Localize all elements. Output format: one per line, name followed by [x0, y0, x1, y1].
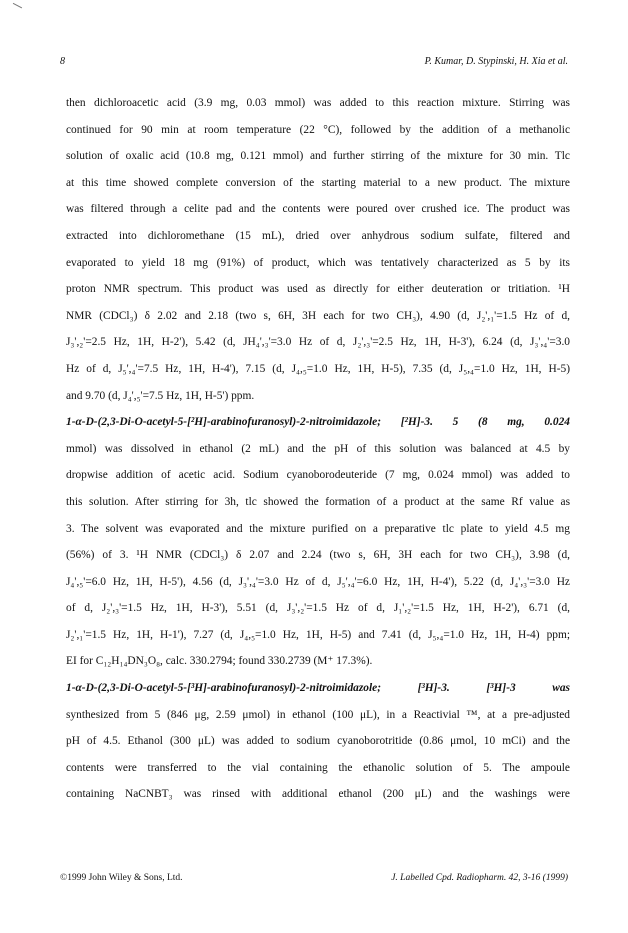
text-line: J₃',₂'=2.5 Hz, 1H, H-2'), 5.42 (d, JH₄',₃'=3.0 Hz of d, J₂',₃'=2.5 Hz, 1H, H-3'), 6.24 (d, J₃',₄'=3.0	[66, 336, 570, 349]
text-line: this solution. After stirring for 3h, tlc showed the formation of a product at the same Rf value as	[66, 495, 570, 508]
text-line: containing NaCNBT₃ was rinsed with additional ethanol (200 μL) and the washings were	[66, 788, 570, 801]
footer-citation: J. Labelled Cpd. Radiopharm. 42, 3-16 (1999)	[391, 873, 568, 883]
text-line: and 9.70 (d, J₄',₅'=7.5 Hz, 1H, H-5') ppm.	[66, 389, 255, 402]
text-line: mmol) was dissolved in ethanol (2 mL) and the pH of this solution was balanced at 4.5 by	[66, 442, 570, 455]
body-text	[66, 90, 570, 808]
text-line: proton NMR spectrum. This product was used as directly for either deuteration or tritiation. ¹H	[66, 283, 570, 296]
scan-mark	[12, 3, 22, 10]
text-line: then dichloroacetic acid (3.9 mg, 0.03 mmol) was added to this reaction mixture. Stirring was	[66, 97, 570, 109]
text-line: J₄',₅'=6.0 Hz, 1H, H-5'), 4.56 (d, J₃',₄'=3.0 Hz of d, J₅',₄'=6.0 Hz, 1H, H-4'), 5.22 (d, J₄',₃'=3.0 Hz	[66, 575, 570, 588]
text-line: synthesized from 5 (846 μg, 2.59 μmol) in ethanol (100 μL), in a Reactivial ™, at a pre-adjusted	[66, 708, 570, 721]
text-line: of d, J₂',₃'=1.5 Hz, 1H, H-3'), 5.51 (d, J₃',₂'=1.5 Hz of d, J₁',₂'=1.5 Hz, 1H, H-2'), 6.71 (d,	[66, 602, 570, 615]
text-line: contents were transferred to the vial containing the ethanolic solution of 5. The ampoule	[66, 761, 570, 774]
text-line: continued for 90 min at room temperature (22 °C), followed by the addition of a methanolic	[66, 123, 570, 136]
text-line: dropwise addition of acetic acid. Sodium cyanoborodeuteride (7 mg, 0.024 mmol) was added to	[66, 469, 570, 482]
page-number: 8	[60, 56, 65, 67]
section-heading: 1-α-D-(2,3-Di-O-acetyl-5-[³H]-arabinofuranosyl)-2-nitroimidazole; [³H]-3. [³H]-3 was	[66, 682, 570, 695]
running-head: P. Kumar, D. Stypinski, H. Xia et al.	[424, 56, 568, 67]
text-line: EI for C₁₂H₁₄DN₃O₈, calc. 330.2794; found 330.2739 (M⁺ 17.3%).	[66, 655, 373, 668]
text-line: was filtered through a celite pad and the contents were poured over crushed ice. The product was	[66, 203, 570, 216]
text-line: Hz of d, J₅',₄'=7.5 Hz, 1H, H-4'), 7.15 (d, J₄,₅=1.0 Hz, 1H, H-5), 7.35 (d, J₅,₄=1.0 Hz, 1H, H-5)	[66, 362, 570, 375]
section-heading: 1-α-D-(2,3-Di-O-acetyl-5-[²H]-arabinofuranosyl)-2-nitroimidazole; [²H]-3. 5 (8 mg, 0.024	[66, 416, 570, 429]
text-line: (56%) of 3. ¹H NMR (CDCl₃) δ 2.07 and 2.24 (two s, 6H, 3H each for two CH₃), 3.98 (d,	[66, 549, 570, 562]
text-line: solution of oxalic acid (10.8 mg, 0.121 mmol) and further stirring of the mixture for 30 min. Tlc	[66, 150, 570, 163]
text-line: at this time showed complete conversion of the starting material to a new product. The mixture	[66, 176, 570, 189]
text-line: NMR (CDCl₃) δ 2.02 and 2.18 (two s, 6H, 3H each for two CH₃), 4.90 (d, J₂',₁'=1.5 Hz of d,	[66, 309, 570, 322]
text-line: extracted into dichloromethane (15 mL), dried over anhydrous sodium sulfate, filtered and	[66, 229, 570, 242]
text-line: 3. The solvent was evaporated and the mixture purified on a preparative tlc plate to yield 4.5 mg	[66, 522, 570, 535]
text-line: evaporated to yield 18 mg (91%) of product, which was tentatively characterized as 5 by its	[66, 256, 570, 269]
text-line: J₂',₁'=1.5 Hz, 1H, H-1'), 7.27 (d, J₄,₅=1.0 Hz, 1H, H-5) and 7.41 (d, J₅,₄=1.0 Hz, 1H, H-4) ppm;	[66, 628, 570, 641]
text-line: pH of 4.5. Ethanol (300 μL) was added to sodium cyanoborotritide (0.86 μmol, 10 mCi) and the	[66, 735, 570, 748]
footer-copyright: ©1999 John Wiley & Sons, Ltd.	[60, 873, 183, 883]
